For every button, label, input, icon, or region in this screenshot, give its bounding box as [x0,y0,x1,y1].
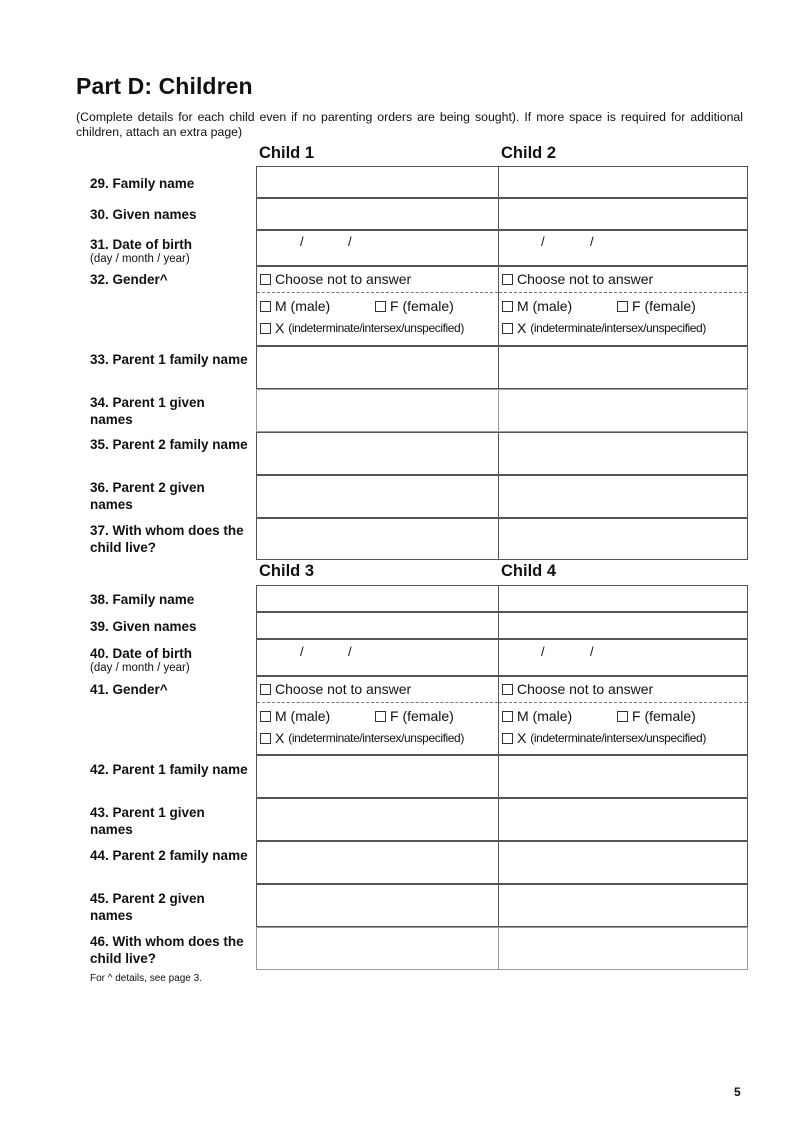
checkbox[interactable] [260,301,271,312]
child3-gender-female[interactable] [375,708,454,724]
checkbox[interactable] [502,684,513,695]
page-title: Part D: Children [76,73,253,99]
dob-slash: / [348,644,352,659]
child3-family-name-field[interactable] [256,585,499,612]
child1-family-name-field[interactable] [256,166,499,198]
label-q45: 45. Parent 2 given names [90,891,205,923]
label-q31-sub: (day / month / year) [90,253,190,265]
child3-gender-x[interactable] [260,730,464,746]
child-4-heading: Child 4 [501,562,557,580]
child3-lives-with-field[interactable] [256,927,499,970]
child3-parent1-given-field[interactable] [256,798,499,841]
option-desc: (indeterminate/intersex/unspecified) [288,321,464,335]
dob-slash: / [541,644,545,659]
checkbox[interactable] [375,301,386,312]
child3-gender-male[interactable] [260,708,330,724]
option-label: Choose not to answer [517,681,654,697]
label-q42: 42. Parent 1 family name [90,762,248,777]
child4-family-name-field[interactable] [498,585,748,612]
child1-lives-with-field[interactable] [256,518,499,560]
child1-gender-x[interactable] [260,320,464,336]
label-q31-text: 31. Date of birth [90,237,193,252]
option-label: M (male) [275,298,331,314]
option-letter: X [275,320,285,336]
checkbox[interactable] [502,711,513,722]
child2-parent2-family-field[interactable] [498,432,748,475]
dob-slash: / [590,644,594,659]
child3-dob-field[interactable] [256,639,499,676]
child3-parent1-family-field[interactable] [256,755,499,798]
child1-given-names-field[interactable] [256,198,499,230]
child4-parent2-family-field[interactable] [498,841,748,884]
option-letter: X [517,320,527,336]
page-number: 5 [734,1085,741,1099]
checkbox[interactable] [502,301,513,312]
child3-given-names-field[interactable] [256,612,499,639]
option-label: F (female) [632,298,696,314]
checkbox[interactable] [502,274,513,285]
label-q46: 46. With whom does the child live? [90,934,244,966]
label-q32: 32. Gender^ [90,272,168,287]
option-label: Choose not to answer [275,271,412,287]
child3-parent2-family-field[interactable] [256,841,499,884]
child-3-heading: Child 3 [259,562,315,580]
child-1-heading: Child 1 [259,144,315,162]
dob-slash: / [300,644,304,659]
dob-slash: / [300,234,304,249]
child1-gender-female[interactable] [375,298,454,314]
option-desc: (indeterminate/intersex/unspecified) [288,731,464,745]
child1-gender-male[interactable] [260,298,330,314]
child2-gender-female[interactable] [617,298,696,314]
option-label: M (male) [517,708,573,724]
child1-parent1-given-field[interactable] [256,389,499,432]
label-q31 [90,236,250,265]
option-label: M (male) [275,708,331,724]
label-q29: 29. Family name [90,176,195,191]
option-desc: (indeterminate/intersex/unspecified) [530,321,706,335]
child3-parent2-given-field[interactable] [256,884,499,927]
dob-slash: / [541,234,545,249]
child2-parent2-given-field[interactable] [498,475,748,518]
checkbox[interactable] [260,711,271,722]
label-q40-text: 40. Date of birth [90,646,193,661]
child3-gender-not-answer[interactable] [260,681,411,697]
child2-gender-male[interactable] [502,298,572,314]
intro-text: (Complete details for each child even if no parenting orders are being sought). If more space is required for additional children, attach an extra page) [76,110,743,139]
gender-separator [257,702,498,703]
child4-lives-with-field[interactable] [498,927,748,970]
option-label: F (female) [632,708,696,724]
label-q34: 34. Parent 1 given names [90,395,205,427]
checkbox[interactable] [502,733,513,744]
child2-given-names-field[interactable] [498,198,748,230]
child4-gender-male[interactable] [502,708,572,724]
child4-dob-field[interactable] [498,639,748,676]
checkbox[interactable] [375,711,386,722]
child2-parent1-given-field[interactable] [498,389,748,432]
checkbox[interactable] [617,711,628,722]
label-q43: 43. Parent 1 given names [90,805,205,837]
child2-gender-x[interactable] [502,320,706,336]
option-label: F (female) [390,298,454,314]
label-q44: 44. Parent 2 family name [90,848,248,863]
gender-separator [257,292,498,293]
child2-parent1-family-field[interactable] [498,346,748,389]
option-letter: X [275,730,285,746]
label-q37: 37. With whom does the child live? [90,523,244,555]
label-q41: 41. Gender^ [90,682,168,697]
child1-dob-field[interactable] [256,230,499,266]
option-label: Choose not to answer [517,271,654,287]
checkbox[interactable] [260,323,271,334]
label-q36: 36. Parent 2 given names [90,480,205,512]
child-2-heading: Child 2 [501,144,557,162]
child1-parent1-family-field[interactable] [256,346,499,389]
dob-slash: / [590,234,594,249]
child2-lives-with-field[interactable] [498,518,748,560]
child4-parent2-given-field[interactable] [498,884,748,927]
child1-gender-not-answer[interactable] [260,271,411,287]
option-letter: X [517,730,527,746]
label-q35: 35. Parent 2 family name [90,437,248,452]
gender-separator [499,702,747,703]
child4-parent1-family-field[interactable] [498,755,748,798]
option-label: M (male) [517,298,573,314]
child4-gender-female[interactable] [617,708,696,724]
checkbox[interactable] [260,274,271,285]
checkbox[interactable] [260,684,271,695]
label-q39: 39. Given names [90,619,197,634]
option-label: Choose not to answer [275,681,412,697]
dob-slash: / [348,234,352,249]
label-q40 [90,645,250,674]
child2-gender-not-answer[interactable] [502,271,653,287]
label-q30: 30. Given names [90,207,197,222]
child1-parent2-given-field[interactable] [256,475,499,518]
child1-parent2-family-field[interactable] [256,432,499,475]
checkbox[interactable] [617,301,628,312]
child2-family-name-field[interactable] [498,166,748,198]
child4-given-names-field[interactable] [498,612,748,639]
option-label: F (female) [390,708,454,724]
child4-gender-not-answer[interactable] [502,681,653,697]
footnote: For ^ details, see page 3. [90,973,202,984]
child2-dob-field[interactable] [498,230,748,266]
checkbox[interactable] [502,323,513,334]
label-q40-sub: (day / month / year) [90,662,190,674]
child4-gender-x[interactable] [502,730,706,746]
checkbox[interactable] [260,733,271,744]
option-desc: (indeterminate/intersex/unspecified) [530,731,706,745]
gender-separator [499,292,747,293]
label-q33: 33. Parent 1 family name [90,352,248,367]
child4-parent1-given-field[interactable] [498,798,748,841]
label-q38: 38. Family name [90,592,195,607]
